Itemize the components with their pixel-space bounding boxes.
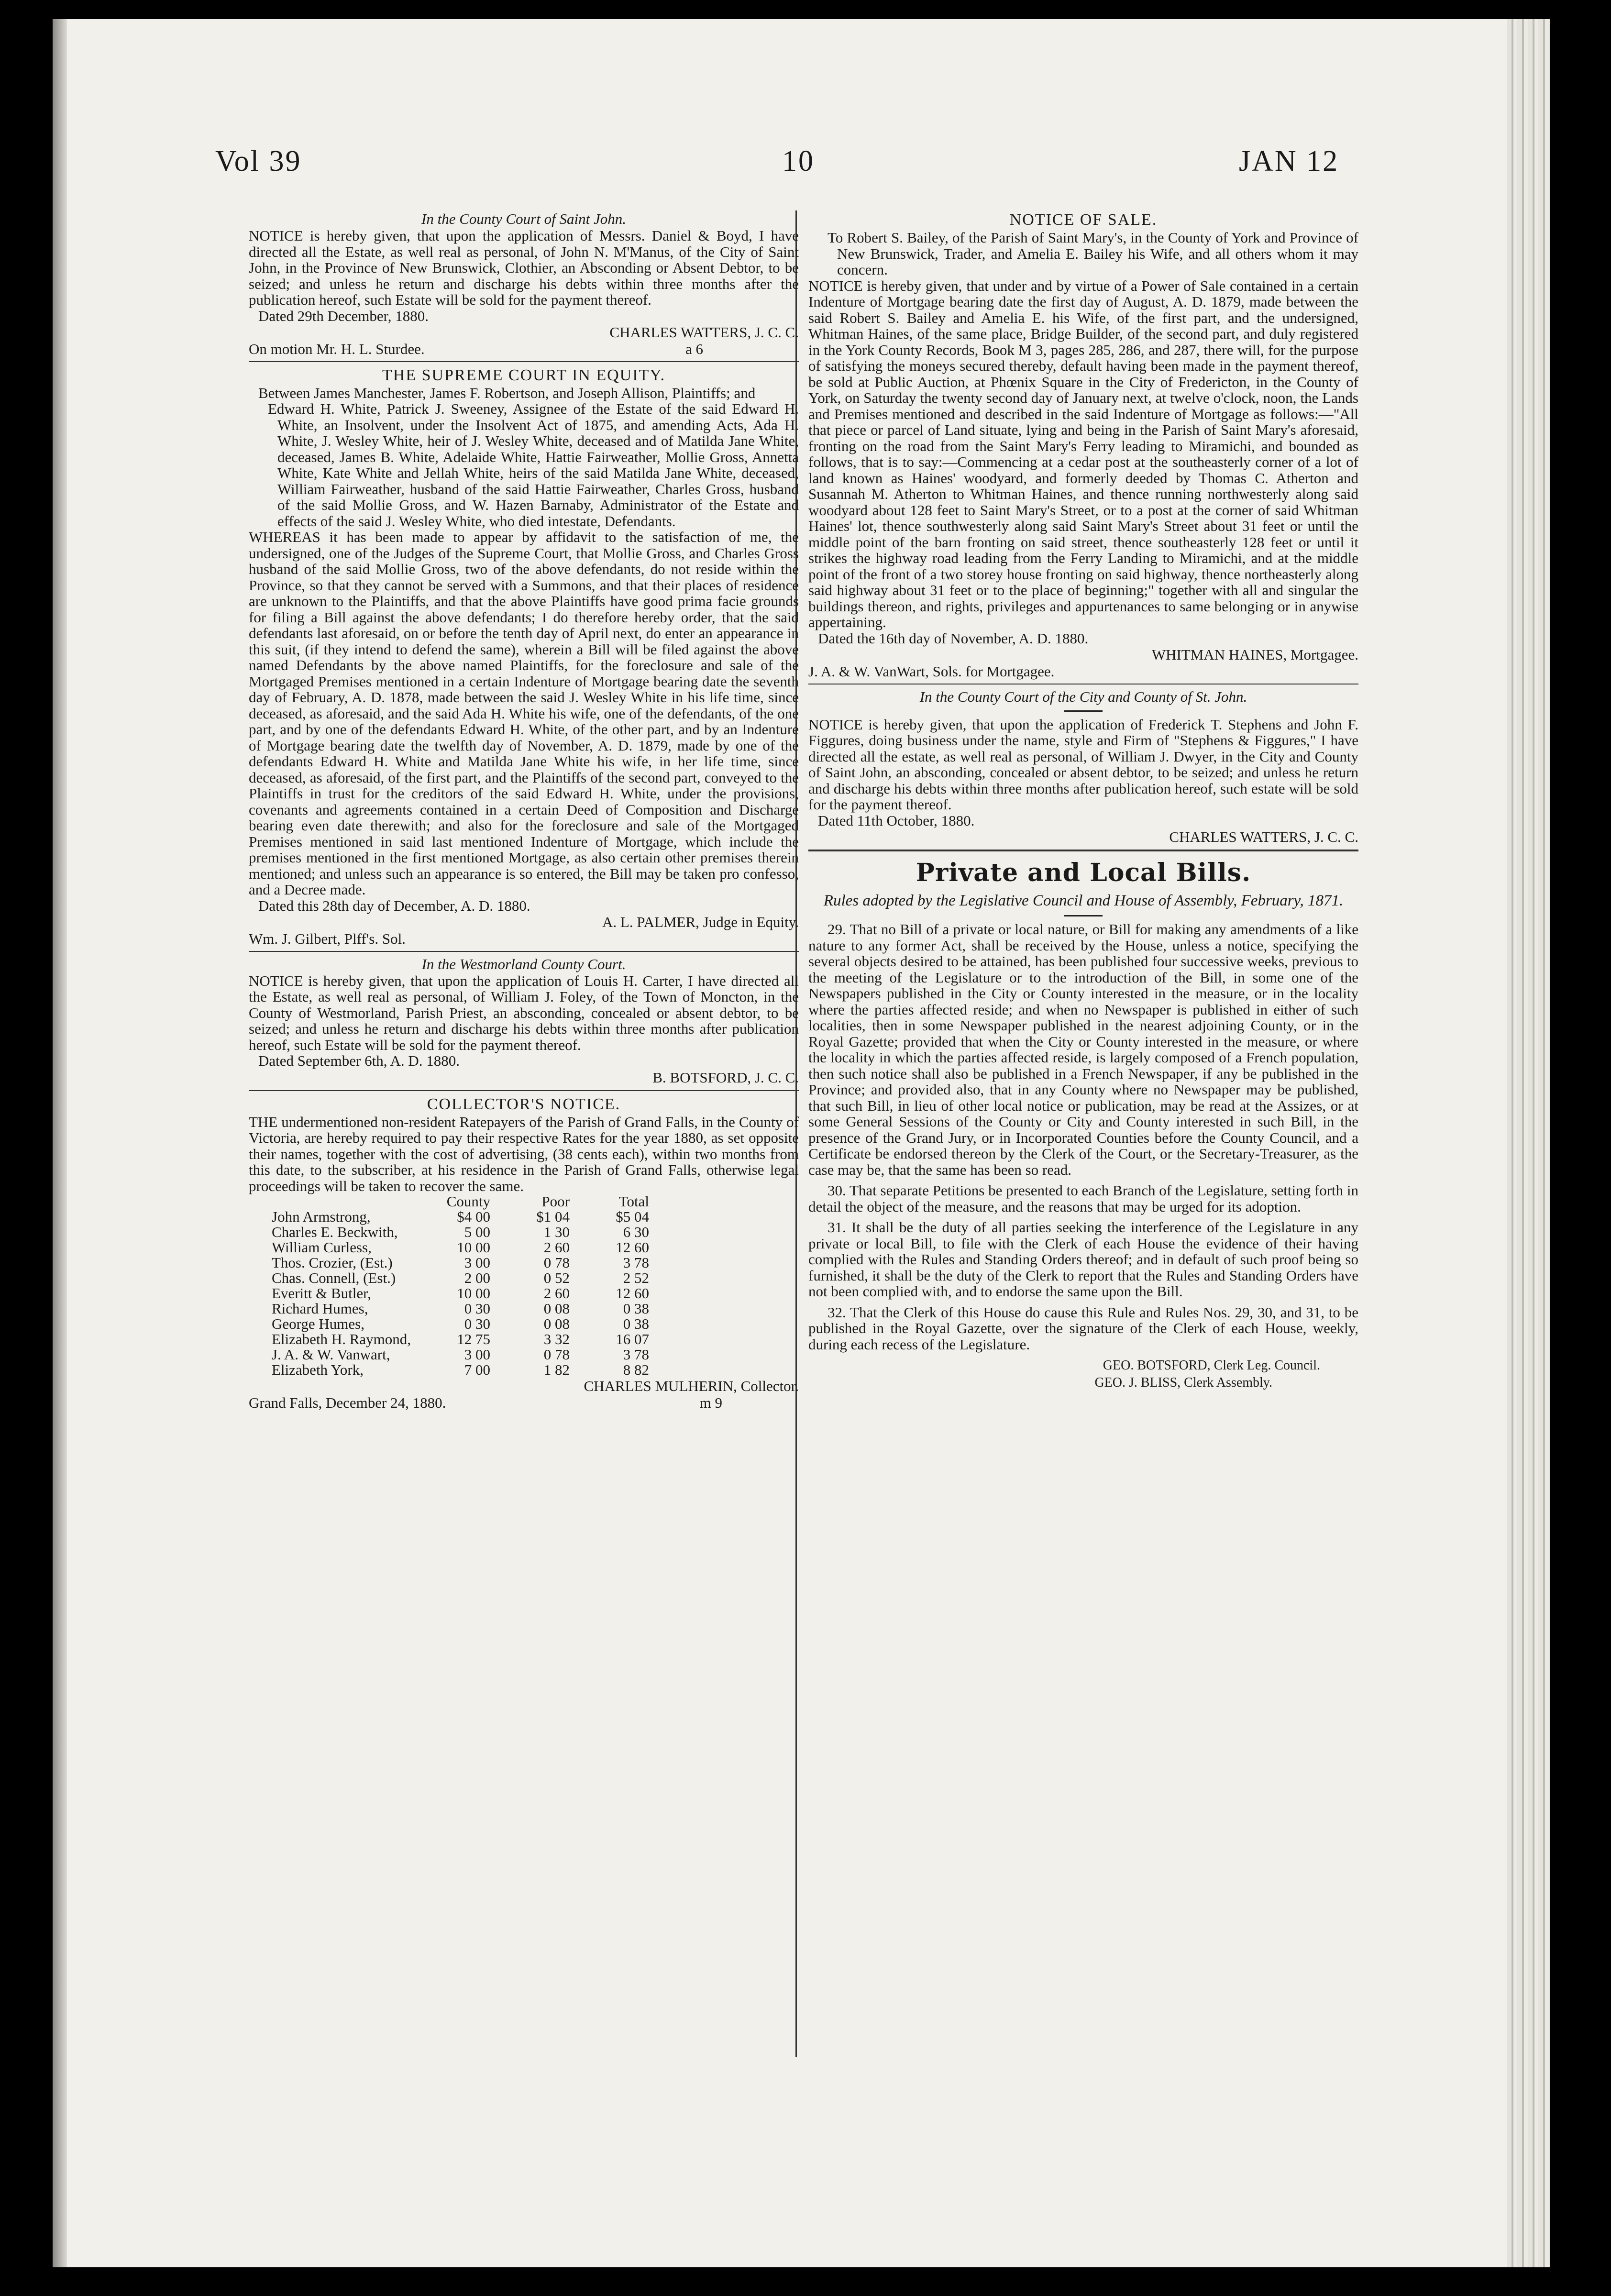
place-date: Grand Falls, December 24, 1880. xyxy=(249,1394,446,1411)
table-row xyxy=(268,1301,653,1316)
motion-line xyxy=(249,341,799,357)
right-column xyxy=(808,210,1358,1391)
ratepayer-name: John Armstrong, xyxy=(272,1208,371,1225)
rule-29: 29. That no Bill of a private or local nature, or Bill for making any amendments of a like nature to any former Act, shall be received by the House, unless a notice, specifying the several objects desired to be attained, has been published four successive weeks, previous to the meeting of the Legislature or to the introduction of the Bill, in some one of the Newspapers published in the City or County interested in the measure, or in the locality where the parties affected reside; and when no Newspaper is published in either of such localities, then in some Newspaper published in the nearest adjoining County, or in the Royal Gazette; provided that when the City or County interested in the measure, or where the locality in which the parties affected reside, is largely composed of a French population, then such notice shall also be published in a French Newspaper, if any be published in the Province; and provided also, that in any County where no Newspaper may be published, that such Bill, in lieu of other local notice or publication, may be read at the Assizes, or at some General Sessions of the County or City and County interested in such Bill, in the presence of the Grand Jury, or in Incorporated Counties before the County Council, and a Certificate be endorsed thereon by the Clerk of the Court, or the Secretary-Treasurer, as the case may be, that the same has been so read. xyxy=(808,921,1358,1178)
rule-32: 32. That the Clerk of this House do cause this Rule and Rules Nos. 29, 30, and 31, to be published in the Royal Gazette, over the signature of the Clerk of each House, weekly, during each recess of the Legislature. xyxy=(808,1303,1358,1353)
ratepayer-name: Elizabeth H. Raymond, xyxy=(272,1331,411,1347)
signature: CHARLES MULHERIN, Collector. xyxy=(584,1378,799,1394)
issue-date: JAN 12 xyxy=(1239,145,1339,177)
table-row xyxy=(268,1240,653,1255)
rate-value: 8 82 xyxy=(623,1361,649,1378)
addressee: To Robert S. Bailey, of the Parish of Saint Mary's, in the County of York and Province of New Brunswick, Trader, and Amelia E. Bailey his Wife, and all others whom it may concern. xyxy=(828,229,1358,278)
rate-value: 0 08 xyxy=(543,1315,570,1332)
ratepayer-name: William Curless, xyxy=(272,1239,372,1256)
rate-value: 2 52 xyxy=(623,1269,649,1286)
rate-value: 3 78 xyxy=(623,1254,649,1271)
signature: CHARLES WATTERS, J. C. C. xyxy=(609,324,799,341)
separator xyxy=(249,951,799,952)
section-title: COLLECTOR'S NOTICE. xyxy=(427,1095,621,1113)
ratepayer-name: Chas. Connell, (Est.) xyxy=(272,1269,396,1286)
signature: GEO. J. BLISS, Clerk Assembly. xyxy=(1094,1375,1272,1390)
dated-line: Dated 29th December, 1880. xyxy=(258,307,429,324)
table-row xyxy=(268,1332,653,1347)
dated-line: Dated the 16th day of November, A. D. 1880. xyxy=(818,629,1089,647)
rate-value: 0 08 xyxy=(543,1300,570,1317)
rate-value: 3 78 xyxy=(623,1346,649,1363)
rate-value: 2 00 xyxy=(464,1269,490,1286)
separator xyxy=(808,850,1358,851)
ratepayer-name: Elizabeth York, xyxy=(272,1361,364,1378)
rate-value: 2 60 xyxy=(543,1239,570,1256)
rate-value: 12 75 xyxy=(457,1331,490,1347)
rate-value: 3 00 xyxy=(464,1346,490,1363)
separator xyxy=(249,1090,799,1091)
rate-value: 12 60 xyxy=(616,1239,649,1256)
table-row xyxy=(268,1270,653,1286)
court-heading: In the County Court of the City and County of St. John. xyxy=(919,688,1247,705)
volume-number: Vol 39 xyxy=(215,145,302,177)
rate-value: 3 32 xyxy=(543,1331,570,1347)
rule-31: 31. It shall be the duty of all parties seeking the interference of the Legislature in any private or local Bill, to file with the Clerk of each House the evidence of their having complied with the Rules and Standing Orders thereof; and in default of such proof being so furnished, it shall be the duty of the Clerk to report that the Rules and Standing Orders have not been complied with, and to endorse the same upon the Bill. xyxy=(808,1219,1358,1300)
short-rule xyxy=(1064,915,1103,916)
table-row xyxy=(268,1225,653,1240)
dated-line: Dated this 28th day of December, A. D. 1880. xyxy=(258,897,530,914)
table-row xyxy=(268,1347,653,1362)
short-rule xyxy=(1064,710,1103,712)
rate-value: 0 30 xyxy=(464,1300,490,1317)
table-header-row xyxy=(268,1194,653,1209)
signature: CHARLES WATTERS, J. C. C. xyxy=(1169,828,1358,845)
parties-defendants: Edward H. White, Patrick J. Sweeney, Assignee of the Estate of the said Edward H. White, an Insolvent, under the Insolvent Act of 1875, and amending Acts, Ada H. White, J. Wesley White, heir of J. Wesley White, deceased and of Matilda Jane White, deceased, James B. White, Adelaide White, Hattie Fairweather, Mollie Gross, Annetta White, Kate White and Jellah White, heirs of the said Matilda Jane White, deceased, William Fairweather, husband of the said Hattie Fairweather, Charles Gross, husband of the said Mollie Gross, and W. Hazen Barnaby, Administrator of the Estate and effects of the said J. Wesley White, who died intestate, Defendants. xyxy=(268,400,799,530)
page-number: 10 xyxy=(782,145,815,177)
rate-value: 1 30 xyxy=(543,1224,570,1240)
rate-value: 0 78 xyxy=(543,1346,570,1363)
solicitor-line: Wm. J. Gilbert, Plff's. Sol. xyxy=(249,930,406,947)
notice-body: THE undermentioned non-resident Ratepayers of the Parish of Grand Falls, in the County of Victoria, are hereby required to pay their respective Rates for the year 1880, as set opposite their names, together with the cost of advertising, (38 cents each), within two months from this date, to the subscriber, at his residence in the Parish of Grand Falls, otherwise legal proceedings will be taken to recover the same. xyxy=(249,1113,799,1194)
table-row xyxy=(268,1362,653,1378)
rate-value: 1 82 xyxy=(543,1361,570,1378)
signature: A. L. PALMER, Judge in Equity. xyxy=(602,914,799,930)
section-title: NOTICE OF SALE. xyxy=(1009,211,1158,229)
signature: GEO. BOTSFORD, Clerk Leg. Council. xyxy=(1103,1358,1320,1373)
bills-title: Private and Local Bills. xyxy=(916,858,1251,887)
notice-body: NOTICE is hereby given, that upon the application of Louis H. Carter, I have directed all the Estate, as well real as personal, of William J. Foley, of the Town of Moncton, in the County of Westmorland, Parish Priest, an absconding, concealed or absent debtor, to be seized; and unless he return and discharge his debts within three months after publication hereof, such Estate will be sold for the payment thereof. xyxy=(249,972,799,1053)
rate-value: 6 30 xyxy=(623,1224,649,1240)
rate-value: $5 04 xyxy=(616,1208,649,1225)
rate-value: 0 52 xyxy=(543,1269,570,1286)
rate-value: 16 07 xyxy=(616,1331,649,1347)
column-header: County xyxy=(446,1193,490,1210)
table-row xyxy=(268,1316,653,1332)
rate-value: 7 00 xyxy=(464,1361,490,1378)
separator xyxy=(249,361,799,362)
place-line xyxy=(249,1395,799,1411)
rate-value: $1 04 xyxy=(536,1208,570,1225)
ratepayer-name: Thos. Crozier, (Est.) xyxy=(272,1254,393,1271)
court-heading: In the County Court of Saint John. xyxy=(421,210,626,227)
column-header: Total xyxy=(618,1193,649,1210)
rate-value: 12 60 xyxy=(616,1285,649,1302)
rate-value: 0 38 xyxy=(623,1315,649,1332)
table-row xyxy=(268,1286,653,1301)
rate-value: 10 00 xyxy=(457,1285,490,1302)
signature: WHITMAN HAINES, Mortgagee. xyxy=(1151,646,1358,663)
rate-value: 5 00 xyxy=(464,1224,490,1240)
rule-30: 30. That separate Petitions be presented to each Branch of the Legislature, setting forth in detail the object of the measure, and the reasons that may be urged for its adoption. xyxy=(808,1182,1358,1215)
motion-text: On motion Mr. H. L. Sturdee. xyxy=(249,341,425,357)
signature: B. BOTSFORD, J. C. C. xyxy=(652,1069,799,1086)
binding-spine xyxy=(53,19,67,2267)
notice-body: WHEREAS it has been made to appear by affidavit to the satisfaction of me, the undersigned, one of the Judges of the Supreme Court, that Mollie Gross, and Charles Gross husband of the said Mollie Gross, two of the above defendants, do not reside within the Province, so that they cannot be served with a Summons, and that their places of residence are unknown to the Plaintiffs, and that the above Plaintiffs have good prima facie grounds for filing a Bill against the above defendants; I do therefore hereby order, that the said defendants last aforesaid, on or before the tenth day of April next, do enter an appearance in this suit, (if they intend to defend the same), wherein a Bill will be filed against the above named Defendants by the above named Plaintiffs, for the foreclosure and sale of the Mortgaged Premises mentioned in a certain Indenture of Mortgage bearing date the seventh day of February, A. D. 1878, made between the said J. Wesley White in his life time, since deceased, as aforesaid, and the said Ada H. White his wife, one of the defendants, of the one part, and by one of the defendants Edward H. White, of the other part, and by an Indenture of Mortgage bearing date the twelfth day of November, A. D. 1879, made by one of the defendants Edward H. White and Matilda Jane White his wife, in her life time, since deceased, as aforesaid, of the first part, and the Plaintiffs of the second part, conveyed to the Plaintiffs in trust for the creditors of the said Edward H. White, under the provisions, covenants and agreements contained in a certain Deed of Composition and Discharge bearing even date therewith; and also for the foreclosure and sale of the Mortgaged Premises mentioned in said last mentioned Indenture of Mortgage, which include the premises mentioned in the first mentioned Mortgage, as also certain other premises therein mentioned; and unless such an appearance is so entered, the Bill may be taken pro confesso, and a Decree made. xyxy=(249,529,799,898)
bills-subtitle: Rules adopted by the Legislative Council and House of Assembly, February, 1871. xyxy=(823,892,1344,909)
rate-value: 0 78 xyxy=(543,1254,570,1271)
ratepayer-name: Everitt & Butler, xyxy=(272,1285,371,1302)
ratepayer-name: George Humes, xyxy=(272,1315,364,1332)
section-title: THE SUPREME COURT IN EQUITY. xyxy=(382,366,665,384)
rate-value: 0 30 xyxy=(464,1315,490,1332)
dated-line: Dated 11th October, 1880. xyxy=(818,812,975,829)
ratepayer-name: Charles E. Beckwith, xyxy=(272,1224,398,1240)
notice-body: NOTICE is hereby given, that under and by virtue of a Power of Sale contained in a certain Indenture of Mortgage bearing date the first day of August, A. D. 1879, made between the said Robert S. Bailey and Amelia E. his Wife, of the first part, and the undersigned, Whitman Haines, of the same place, Bridge Builder, of the second part, and duly registered in the York County Records, Book M 3, pages 285, 286, and 287, there will, for the purpose of satisfying the moneys secured thereby, default having been made in the payment thereof, be sold at Public Auction, at Phœnix Square in the City of Fredericton, in the County of York, on Saturday the twenty second day of January next, at twelve o'clock, noon, the Lands and Premises mentioned and described in the said Indenture of Mortgage as follows:—"All that piece or parcel of Land situate, lying and being in the Parish of Saint Mary's aforesaid, fronting on the road from the Saint Mary's Ferry leading to Miramichi, and bounded as follows, that is to say:—Commencing at a cedar post at the southeasterly corner of a lot of land known as Haines' woodyard, and formerly deeded by Thomas C. Atherton and Susannah M. Atherton to Whitman Haines, and thence running northwesterly along said woodyard about 128 feet to Saint Mary's Street, or to a post at the corner of said Whitman Haines' lot, thence southwesterly along said Saint Mary's Street about 31 feet or until the middle point of the barn fronting on said street, thence southeasterly 128 feet or until it strikes the highway road leading from the Ferry Landing to Miramichi, and at the middle point of the front of a two storey house fronting on said highway, thence northeasterly along said highway about 31 feet or to the place of beginning;" together with all and singular the buildings thereon, and rights, privileges and appurtenances to same belonging or in anywise appertaining. xyxy=(808,277,1358,630)
ratepayer-name: J. A. & W. Vanwart, xyxy=(272,1346,390,1363)
rate-value: 3 00 xyxy=(464,1254,490,1271)
column-header: Poor xyxy=(541,1193,570,1210)
blank-header xyxy=(268,1194,415,1209)
solicitor-line: J. A. & W. VanWart, Sols. for Mortgagee. xyxy=(808,663,1055,680)
rate-value: 10 00 xyxy=(457,1239,490,1256)
notice-code: m 9 xyxy=(699,1394,722,1411)
rate-value: 0 38 xyxy=(623,1300,649,1317)
left-column xyxy=(249,210,799,1411)
notice-code: a 6 xyxy=(685,341,703,357)
notice-body: NOTICE is hereby given, that upon the application of Messrs. Daniel & Boyd, I have directed all the Estate, as well real as personal, of John N. M'Manus, of the City of Saint John, in the Province of New Brunswick, Clothier, an Absconding or Absent Debtor, to be seized; and unless he return and discharge his debts within three months after the publication hereof, such Estate will be sold for the payment thereof. xyxy=(249,227,799,308)
ratepayer-name: Richard Humes, xyxy=(272,1300,368,1317)
table-row xyxy=(268,1209,653,1225)
notice-body: NOTICE is hereby given, that upon the application of Frederick T. Stephens and John F. Figgures, doing business under the name, style and Firm of "Stephens & Figgures," I have directed all the estate, as well real as personal, of William J. Dwyer, in the City and County of Saint John, an absconding, concealed or absent debtor, to be seized; and unless he return and discharge his debts within three months after publication hereof, such estate will be sold for the payment thereof. xyxy=(808,716,1358,813)
parties-plaintiffs: Between James Manchester, James F. Robertson, and Joseph Allison, Plaintiffs; and xyxy=(258,384,756,401)
dated-line: Dated September 6th, A. D. 1880. xyxy=(258,1052,460,1069)
ratepayers-table xyxy=(268,1194,653,1378)
table-row xyxy=(268,1255,653,1270)
rate-value: 2 60 xyxy=(543,1285,570,1302)
page-edges xyxy=(1507,19,1550,2267)
rate-value: $4 00 xyxy=(457,1208,490,1225)
court-heading: In the Westmorland County Court. xyxy=(421,955,626,972)
